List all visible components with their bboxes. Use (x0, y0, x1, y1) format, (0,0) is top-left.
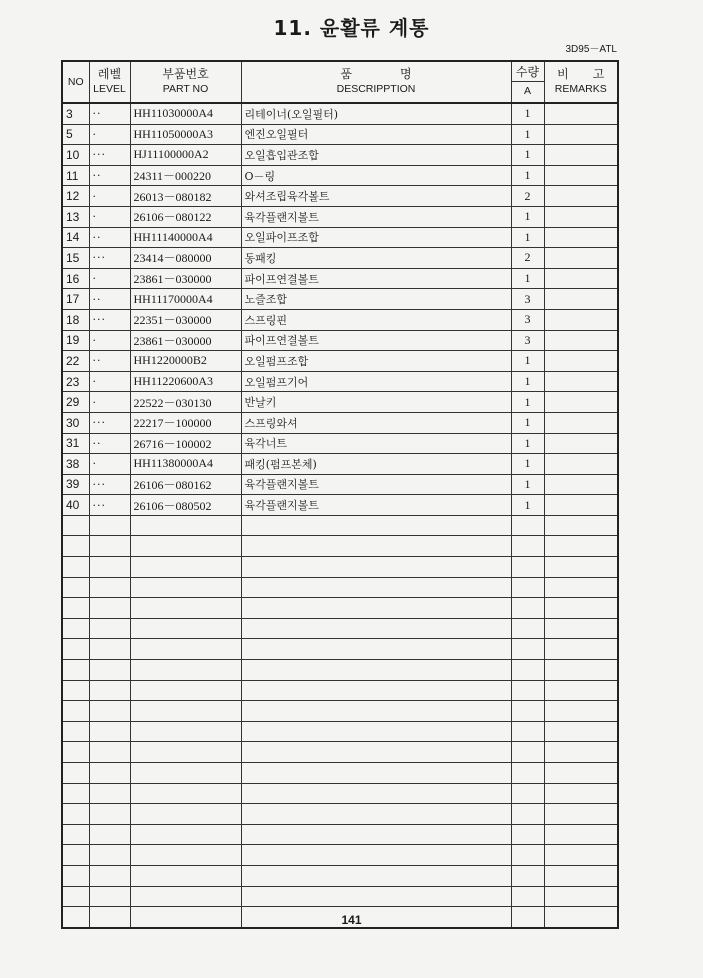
cell-no-empty (62, 515, 89, 536)
cell-description: 노즐조합 (241, 289, 511, 310)
empty-table-row (62, 557, 618, 578)
table-row (62, 330, 618, 351)
empty-table-row (62, 639, 618, 660)
cell-description-empty (241, 639, 511, 660)
cell-level: ·· (89, 165, 130, 186)
cell-no-empty (62, 701, 89, 722)
cell-no-empty (62, 618, 89, 639)
parts-table (61, 60, 619, 929)
cell-no-empty (62, 742, 89, 763)
cell-description-empty (241, 721, 511, 742)
cell-remarks (544, 351, 618, 372)
cell-description: 엔진오일필터 (241, 124, 511, 145)
cell-description: O－링 (241, 165, 511, 186)
cell-description: 스프링핀 (241, 309, 511, 330)
cell-part-no: HH11050000A3 (130, 124, 241, 145)
cell-remarks (544, 392, 618, 413)
empty-table-row (62, 598, 618, 619)
cell-level: ·· (89, 103, 130, 124)
cell-no-empty (62, 886, 89, 907)
cell-quantity: 1 (511, 433, 544, 454)
cell-remarks-empty (544, 886, 618, 907)
parts-table-body (62, 103, 618, 928)
cell-quantity: 3 (511, 289, 544, 310)
cell-remarks (544, 412, 618, 433)
header-quantity: 수량 A (511, 61, 544, 103)
cell-remarks (544, 309, 618, 330)
cell-level-empty (89, 742, 130, 763)
cell-description: 동패킹 (241, 248, 511, 269)
cell-remarks-empty (544, 824, 618, 845)
cell-description-empty (241, 742, 511, 763)
table-row (62, 248, 618, 269)
cell-remarks-empty (544, 680, 618, 701)
cell-part-no: 23414－080000 (130, 248, 241, 269)
cell-description: 와셔조립육각볼트 (241, 186, 511, 207)
cell-no-empty (62, 598, 89, 619)
table-row (62, 474, 618, 495)
cell-remarks-empty (544, 536, 618, 557)
cell-description-empty (241, 536, 511, 557)
cell-description: 스프링와셔 (241, 412, 511, 433)
cell-quantity: 1 (511, 454, 544, 475)
cell-level-empty (89, 577, 130, 598)
cell-part-no: HH11030000A4 (130, 103, 241, 124)
cell-part-no: 22217－100000 (130, 412, 241, 433)
cell-description: 오일파이프조합 (241, 227, 511, 248)
header-level: 레벨 LEVEL (89, 61, 130, 103)
cell-remarks (544, 248, 618, 269)
cell-remarks-empty (544, 865, 618, 886)
cell-quantity: 1 (511, 412, 544, 433)
cell-level-empty (89, 886, 130, 907)
cell-part-no: 22351－030000 (130, 309, 241, 330)
cell-quantity-empty (511, 865, 544, 886)
cell-no: 40 (62, 495, 89, 516)
cell-level: ·· (89, 289, 130, 310)
cell-quantity: 3 (511, 330, 544, 351)
cell-no: 3 (62, 103, 89, 124)
cell-level-empty (89, 804, 130, 825)
cell-part-no-empty (130, 639, 241, 660)
cell-part-no: HH11220600A3 (130, 371, 241, 392)
cell-part-no: 26106－080122 (130, 206, 241, 227)
cell-level: ··· (89, 412, 130, 433)
cell-part-no-empty (130, 577, 241, 598)
cell-description: 파이프연결볼트 (241, 268, 511, 289)
cell-remarks-empty (544, 515, 618, 536)
cell-description-empty (241, 598, 511, 619)
cell-no-empty (62, 721, 89, 742)
empty-table-row (62, 577, 618, 598)
cell-no-empty (62, 804, 89, 825)
cell-part-no: 24311－000220 (130, 165, 241, 186)
cell-description: 패킹(펌프본체) (241, 454, 511, 475)
cell-quantity-empty (511, 721, 544, 742)
cell-remarks-empty (544, 639, 618, 660)
cell-part-no-empty (130, 824, 241, 845)
page-number: 141 (341, 913, 362, 927)
cell-quantity-empty (511, 577, 544, 598)
cell-no: 38 (62, 454, 89, 475)
cell-quantity: 1 (511, 145, 544, 166)
cell-remarks-empty (544, 577, 618, 598)
cell-remarks-empty (544, 660, 618, 681)
empty-table-row (62, 783, 618, 804)
cell-part-no: 26106－080162 (130, 474, 241, 495)
cell-remarks (544, 227, 618, 248)
cell-description-empty (241, 680, 511, 701)
cell-no: 16 (62, 268, 89, 289)
cell-no-empty (62, 865, 89, 886)
model-code: 3D95－ATL (565, 44, 617, 55)
table-row (62, 268, 618, 289)
cell-no: 18 (62, 309, 89, 330)
cell-quantity-empty (511, 742, 544, 763)
cell-part-no: 23861－030000 (130, 268, 241, 289)
cell-description-empty (241, 701, 511, 722)
cell-description-empty (241, 660, 511, 681)
cell-remarks-empty (544, 598, 618, 619)
cell-remarks (544, 186, 618, 207)
cell-part-no: HH11170000A4 (130, 289, 241, 310)
cell-remarks-empty (544, 721, 618, 742)
cell-remarks (544, 289, 618, 310)
cell-description-empty (241, 865, 511, 886)
cell-level-empty (89, 845, 130, 866)
header-no: NO (62, 61, 89, 103)
table-row (62, 351, 618, 372)
cell-quantity-empty (511, 515, 544, 536)
cell-quantity-empty (511, 783, 544, 804)
table-row (62, 103, 618, 124)
cell-remarks-empty (544, 763, 618, 784)
cell-level-empty (89, 680, 130, 701)
header-description: 품 명 DESCRIPPTION (241, 61, 511, 103)
table-row (62, 309, 618, 330)
table-row (62, 433, 618, 454)
empty-table-row (62, 660, 618, 681)
cell-no: 11 (62, 165, 89, 186)
empty-table-row (62, 680, 618, 701)
cell-level: ·· (89, 433, 130, 454)
cell-description-empty (241, 577, 511, 598)
empty-table-row (62, 804, 618, 825)
empty-table-row (62, 515, 618, 536)
cell-level: · (89, 186, 130, 207)
cell-remarks-empty (544, 783, 618, 804)
cell-no-empty (62, 824, 89, 845)
cell-description: 육각너트 (241, 433, 511, 454)
cell-level-empty (89, 557, 130, 578)
cell-part-no-empty (130, 536, 241, 557)
empty-table-row (62, 721, 618, 742)
cell-level-empty (89, 824, 130, 845)
cell-quantity-empty (511, 763, 544, 784)
header-part-no: 부품번호 PART NO (130, 61, 241, 103)
cell-part-no-empty (130, 721, 241, 742)
cell-part-no-empty (130, 804, 241, 825)
cell-quantity: 1 (511, 392, 544, 413)
cell-quantity-empty (511, 557, 544, 578)
cell-quantity: 1 (511, 227, 544, 248)
cell-no: 15 (62, 248, 89, 269)
cell-level-empty (89, 783, 130, 804)
cell-remarks (544, 206, 618, 227)
cell-quantity: 1 (511, 495, 544, 516)
cell-description-empty (241, 763, 511, 784)
cell-part-no-empty (130, 660, 241, 681)
cell-description-empty (241, 557, 511, 578)
cell-part-no: HH11380000A4 (130, 454, 241, 475)
cell-quantity-empty (511, 639, 544, 660)
cell-description: 육각플랜지볼트 (241, 206, 511, 227)
cell-remarks-empty (544, 742, 618, 763)
table-row (62, 145, 618, 166)
cell-description: 육각플랜지볼트 (241, 474, 511, 495)
cell-remarks (544, 165, 618, 186)
empty-table-row (62, 886, 618, 907)
cell-part-no-empty (130, 783, 241, 804)
cell-quantity-empty (511, 886, 544, 907)
empty-table-row (62, 845, 618, 866)
cell-level: · (89, 371, 130, 392)
cell-level: · (89, 454, 130, 475)
cell-part-no-empty (130, 701, 241, 722)
cell-remarks (544, 268, 618, 289)
cell-part-no: 23861－030000 (130, 330, 241, 351)
cell-description: 리테이너(오일필터) (241, 103, 511, 124)
cell-quantity: 1 (511, 165, 544, 186)
cell-level-empty (89, 536, 130, 557)
cell-no: 14 (62, 227, 89, 248)
cell-level: · (89, 124, 130, 145)
cell-level-empty (89, 515, 130, 536)
cell-level-empty (89, 639, 130, 660)
cell-level-empty (89, 721, 130, 742)
cell-description-empty (241, 804, 511, 825)
cell-part-no-empty (130, 680, 241, 701)
cell-description: 오일펌프기어 (241, 371, 511, 392)
cell-part-no-empty (130, 515, 241, 536)
table-row (62, 371, 618, 392)
page-title: 11. 윤활류 계통 (273, 16, 430, 40)
cell-no: 13 (62, 206, 89, 227)
cell-description: 오일흡입관조합 (241, 145, 511, 166)
cell-quantity: 1 (511, 103, 544, 124)
cell-level: ··· (89, 495, 130, 516)
cell-part-no: HH11140000A4 (130, 227, 241, 248)
cell-description-empty (241, 824, 511, 845)
empty-table-row (62, 536, 618, 557)
table-row (62, 206, 618, 227)
cell-quantity: 1 (511, 371, 544, 392)
cell-remarks (544, 371, 618, 392)
cell-level: ··· (89, 248, 130, 269)
cell-description-empty (241, 783, 511, 804)
cell-description: 반날키 (241, 392, 511, 413)
cell-remarks (544, 495, 618, 516)
cell-quantity-empty (511, 660, 544, 681)
cell-no-empty (62, 763, 89, 784)
cell-level-empty (89, 660, 130, 681)
cell-quantity-empty (511, 680, 544, 701)
table-row (62, 454, 618, 475)
cell-quantity-empty (511, 618, 544, 639)
cell-quantity: 1 (511, 206, 544, 227)
cell-no: 29 (62, 392, 89, 413)
cell-no-empty (62, 536, 89, 557)
cell-no: 30 (62, 412, 89, 433)
cell-no-empty (62, 577, 89, 598)
cell-part-no: 22522－030130 (130, 392, 241, 413)
table-row (62, 124, 618, 145)
table-header-row (62, 61, 618, 103)
cell-part-no: 26106－080502 (130, 495, 241, 516)
cell-part-no-empty (130, 742, 241, 763)
empty-table-row (62, 701, 618, 722)
cell-quantity-empty (511, 804, 544, 825)
empty-table-row (62, 824, 618, 845)
empty-table-row (62, 763, 618, 784)
cell-description-empty (241, 845, 511, 866)
empty-table-row (62, 618, 618, 639)
cell-quantity-empty (511, 845, 544, 866)
cell-no-empty (62, 639, 89, 660)
cell-level: · (89, 330, 130, 351)
cell-quantity: 1 (511, 124, 544, 145)
cell-level-empty (89, 598, 130, 619)
cell-part-no: 26716－100002 (130, 433, 241, 454)
cell-part-no: HJ11100000A2 (130, 145, 241, 166)
cell-remarks (544, 103, 618, 124)
empty-table-row (62, 742, 618, 763)
cell-part-no-empty (130, 598, 241, 619)
cell-quantity-empty (511, 701, 544, 722)
cell-description: 오일펌프조합 (241, 351, 511, 372)
cell-quantity: 3 (511, 309, 544, 330)
cell-remarks (544, 330, 618, 351)
cell-quantity: 1 (511, 268, 544, 289)
cell-quantity: 1 (511, 474, 544, 495)
cell-no-empty (62, 660, 89, 681)
cell-part-no: 26013－080182 (130, 186, 241, 207)
cell-quantity-empty (511, 598, 544, 619)
cell-remarks-empty (544, 557, 618, 578)
cell-description-empty (241, 618, 511, 639)
cell-level-empty (89, 763, 130, 784)
cell-remarks-empty (544, 618, 618, 639)
cell-no: 10 (62, 145, 89, 166)
cell-level: · (89, 268, 130, 289)
cell-remarks (544, 474, 618, 495)
header-remarks: 비 고 REMARKS (544, 61, 618, 103)
table-row (62, 227, 618, 248)
cell-remarks-empty (544, 804, 618, 825)
cell-level-empty (89, 701, 130, 722)
cell-part-no-empty (130, 618, 241, 639)
cell-quantity: 2 (511, 186, 544, 207)
cell-no-empty (62, 680, 89, 701)
cell-level: · (89, 392, 130, 413)
cell-description: 육각플랜지볼트 (241, 495, 511, 516)
cell-level: ··· (89, 145, 130, 166)
cell-level: ··· (89, 309, 130, 330)
cell-no: 5 (62, 124, 89, 145)
cell-quantity-empty (511, 824, 544, 845)
cell-no: 19 (62, 330, 89, 351)
cell-part-no: HH1220000B2 (130, 351, 241, 372)
cell-quantity: 2 (511, 248, 544, 269)
cell-description-empty (241, 886, 511, 907)
cell-remarks (544, 454, 618, 475)
cell-remarks (544, 433, 618, 454)
table-row (62, 186, 618, 207)
cell-remarks-empty (544, 845, 618, 866)
cell-description-empty (241, 515, 511, 536)
cell-no-empty (62, 783, 89, 804)
cell-level: ··· (89, 474, 130, 495)
table-row (62, 495, 618, 516)
cell-level: ·· (89, 351, 130, 372)
cell-no: 12 (62, 186, 89, 207)
table-row (62, 289, 618, 310)
cell-description: 파이프연결볼트 (241, 330, 511, 351)
cell-part-no-empty (130, 557, 241, 578)
cell-no: 17 (62, 289, 89, 310)
empty-table-row (62, 865, 618, 886)
cell-level-empty (89, 865, 130, 886)
cell-part-no-empty (130, 845, 241, 866)
cell-remarks-empty (544, 701, 618, 722)
cell-remarks (544, 145, 618, 166)
cell-no-empty (62, 557, 89, 578)
table-row (62, 392, 618, 413)
cell-no: 39 (62, 474, 89, 495)
cell-no: 31 (62, 433, 89, 454)
table-row (62, 412, 618, 433)
cell-part-no-empty (130, 763, 241, 784)
cell-level: · (89, 206, 130, 227)
cell-no: 23 (62, 371, 89, 392)
cell-level: ·· (89, 227, 130, 248)
cell-part-no-empty (130, 886, 241, 907)
cell-part-no-empty (130, 865, 241, 886)
cell-quantity-empty (511, 536, 544, 557)
cell-no: 22 (62, 351, 89, 372)
cell-level-empty (89, 618, 130, 639)
cell-no-empty (62, 845, 89, 866)
cell-quantity: 1 (511, 351, 544, 372)
table-row (62, 165, 618, 186)
cell-remarks (544, 124, 618, 145)
